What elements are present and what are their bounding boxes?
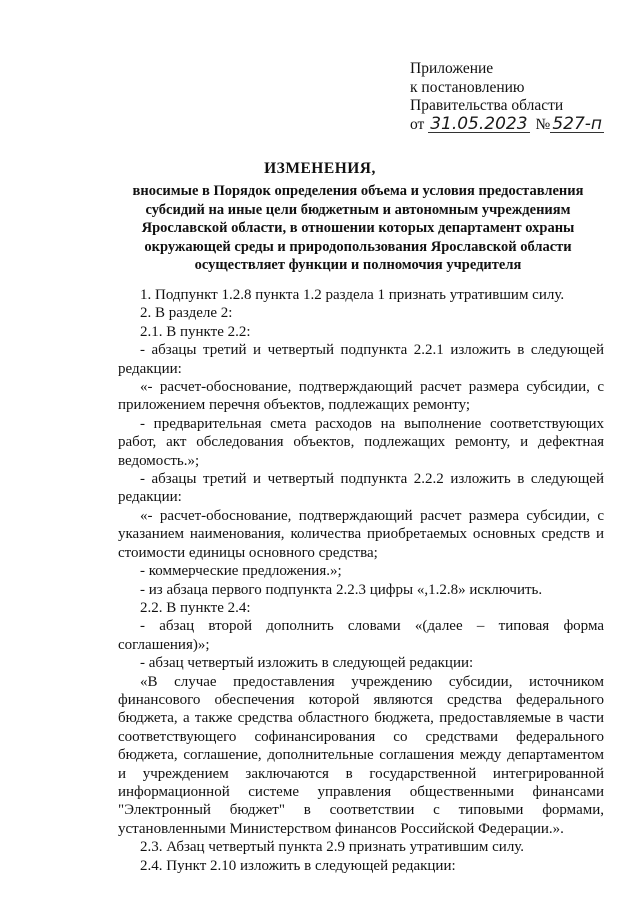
paragraph: 1. Подпункт 1.2.8 пункта 1.2 раздела 1 признать утратившим силу. <box>140 287 565 303</box>
number-prefix: № <box>535 115 551 133</box>
document-subtitle: вносимые в Порядок определения объема и условия предоставления субсидий на иные цели бюджетным и автономным учреждениям Ярославской области, в отношении которых департамент охраны окружающей среды и природопользования Ярославской области осуществляет функции и полномочия учредителя <box>132 183 584 273</box>
paragraph: - абзац четвертый изложить в следующей редакции: <box>140 655 474 672</box>
document-title: ИЗМЕНЕНИЯ, <box>264 160 376 177</box>
paragraph: - коммерческие предложения.»; <box>140 563 342 580</box>
paragraph: «- расчет-обоснование, подтверждающий расчет размера субсидии, с приложением перечня объектов, подлежащих ремонту; <box>118 379 604 414</box>
document-body <box>118 286 604 875</box>
paragraph: 2.1. В пункте 2.2: <box>140 323 251 340</box>
paragraph: - абзац второй дополнить словами «(далее – типовая форма соглашения)»; <box>118 618 604 653</box>
paragraph: - предварительная смета расходов на выполнение соответствующих работ, акт обследования объектов, подлежащих ремонту, и дефектная ведомость.»; <box>118 415 604 469</box>
paragraph: 2.4. Пункт 2.10 изложить в следующей редакции: <box>140 857 456 874</box>
appendix-block <box>410 60 604 134</box>
appendix-line-1: Приложение <box>410 60 494 77</box>
paragraph: «- расчет-обоснование, подтверждающий расчет размера субсидии, с указанием наименования, количества приобретаемых основных средств и стоимости единицы основного средства; <box>118 507 604 561</box>
appendix-line-2: к постановлению <box>410 78 525 96</box>
paragraph: - абзацы третий и четвертый подпункта 2.2.1 изложить в следующей редакции: <box>118 342 604 377</box>
paragraph: - абзацы третий и четвертый подпункта 2.2.2 изложить в следующей редакции: <box>118 471 604 506</box>
paragraph: - из абзаца первого подпункта 2.2.3 цифры «,1.2.8» исключить. <box>140 581 543 598</box>
paragraph: «В случае предоставления учреждению субсидии, источником финансового обеспечения которой являются средства федерального бюджета, а также средства областного бюджета, предоставляемые в части соответствующего софинансирования со средствами федерального бюджета, соглашение, дополнительные соглашения между департаментом и учреждением заключаются в государственной интегрированной информационной системе управления общественными финансами "Электронный бюджет" в соответствии с типовыми формами, установленными Министерством финансов Российской Федерации.». <box>118 673 604 837</box>
handwritten-number: 527-п <box>552 113 603 134</box>
handwritten-date: 31.05.2023 <box>430 113 528 134</box>
paragraph: 2.2. В пункте 2.4: <box>140 599 251 616</box>
paragraph: 2.3. Абзац четвертый пункта 2.9 признать утратившим силу. <box>140 839 525 856</box>
date-prefix: от <box>410 115 425 133</box>
appendix-line-3: Правительства области <box>410 97 564 114</box>
paragraph: 2. В разделе 2: <box>140 305 233 322</box>
appendix-date-line <box>410 113 604 135</box>
